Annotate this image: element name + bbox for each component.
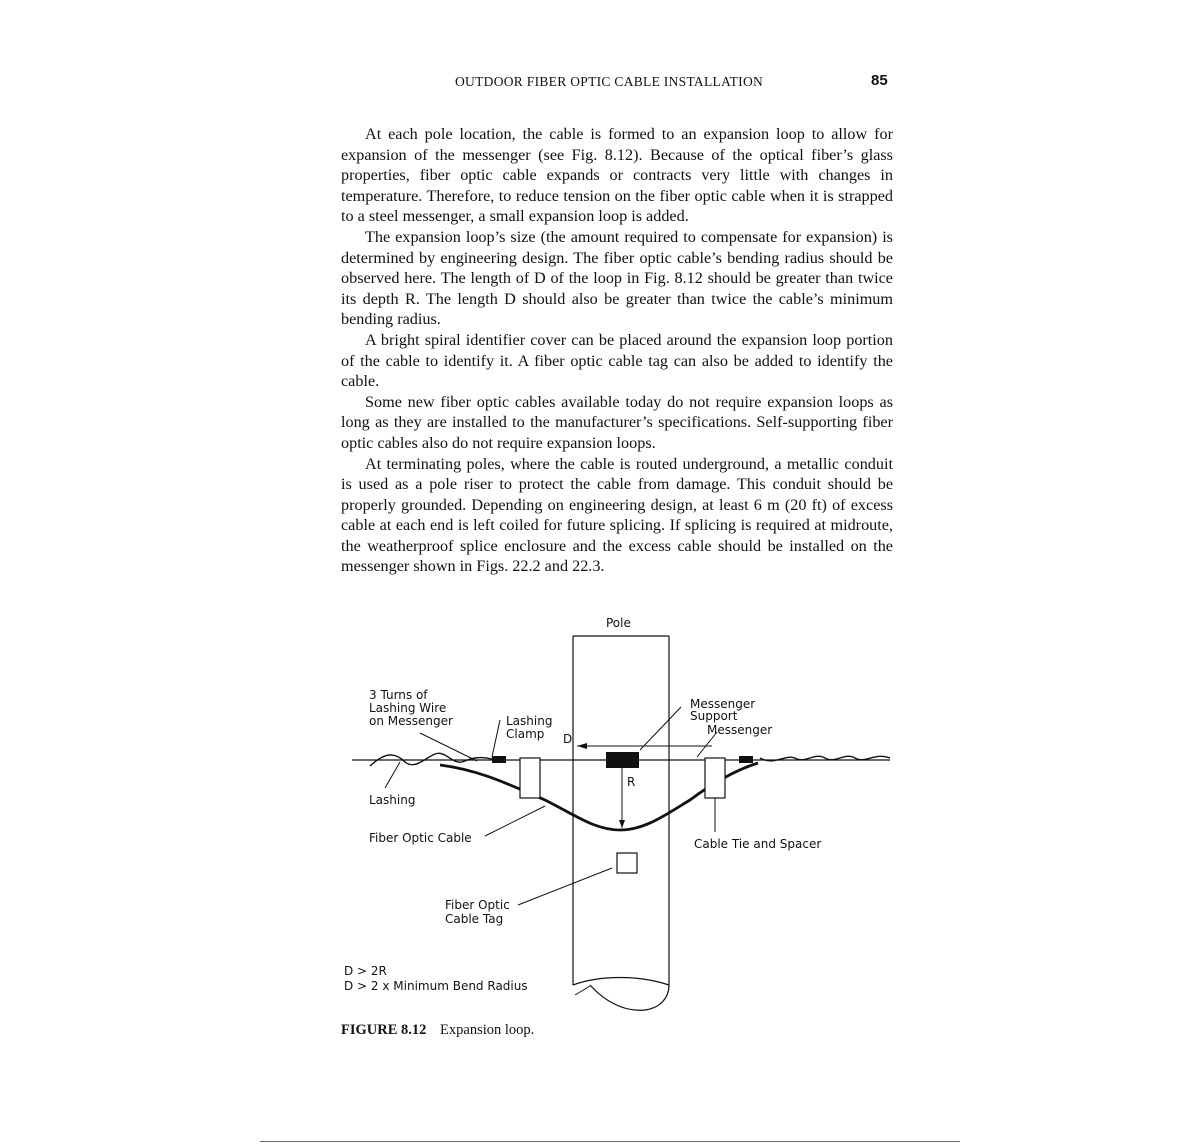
dimension-r-arrowhead bbox=[619, 820, 625, 828]
label-pole: Pole bbox=[606, 616, 631, 630]
label-r: R bbox=[627, 775, 636, 789]
cable-tie-spacer-right bbox=[705, 758, 725, 798]
label-lashing: Lashing bbox=[369, 793, 416, 807]
messenger-support bbox=[606, 752, 639, 768]
label-clamp-2: Clamp bbox=[506, 727, 545, 741]
leader-lines bbox=[385, 707, 717, 995]
lashing-clamp-right bbox=[739, 756, 753, 763]
label-turns-2: Lashing Wire bbox=[369, 701, 447, 715]
label-support-1: Messenger bbox=[690, 697, 756, 711]
paragraph: At terminating poles, where the cable is routed underground, a metallic conduit is used as a pole riser to protect the cable from damage. This conduit should be properly grounded. Depending on engineering design, at least 6 m (20 ft) of excess cable at each end is left coiled for future splicing. If splicing is required at midroute, the weatherproof splice enclosure and the excess cable should be installed on the messenger shown in Figs. 22.2 and 22.3. bbox=[341, 454, 893, 576]
running-head: OUTDOOR FIBER OPTIC CABLE INSTALLATION bbox=[455, 74, 764, 89]
paragraph: Some new fiber optic cables available today do not require expansion loops as long as they are installed to the manufacturer’s specifications. Self-supporting fiber optic cables also do not require expansion loops. bbox=[341, 392, 893, 452]
cable-tag bbox=[617, 853, 637, 873]
label-rule-1: D > 2R bbox=[344, 964, 387, 978]
paragraph: The expansion loop’s size (the amount required to compensate for expansion) is determined by engineering design. The fiber optic cable’s bending radius should be observed here. The length of D of the loop in Fig. 8.12 should be greater than twice its depth R. The length D should also be greater than twice the cable’s minimum bending radius. bbox=[341, 227, 893, 329]
label-rule-2: D > 2 x Minimum Bend Radius bbox=[344, 979, 528, 993]
label-cable-tie: Cable Tie and Spacer bbox=[694, 837, 822, 851]
caption-text: Expansion loop. bbox=[440, 1022, 535, 1038]
label-support-2: Support bbox=[690, 709, 738, 723]
paragraph: At each pole location, the cable is formed to an expansion loop to allow for expansion of the messenger (see Fig. 8.12). Because of the optical fiber’s glass properties, fiber optic cable expands or contracts very little with changes in temperature. Therefore, to reduce tension on the fiber optic cable when it is strapped to a steel messenger, a small expansion loop is added. bbox=[341, 125, 893, 226]
label-d: D bbox=[563, 732, 573, 746]
caption-number: FIGURE 8.12 bbox=[341, 1022, 427, 1038]
label-clamp-1: Lashing bbox=[506, 714, 553, 728]
lashing-clamp-left bbox=[492, 756, 506, 763]
label-tag-2: Cable Tag bbox=[445, 912, 504, 926]
label-messenger: Messenger bbox=[707, 723, 773, 737]
paragraph: A bright spiral identifier cover can be placed around the expansion loop portion of the cable to identify it. A fiber optic cable tag can also be added to identify the cable. bbox=[341, 330, 893, 391]
page-number: 85 bbox=[871, 72, 888, 89]
label-tag-1: Fiber Optic bbox=[445, 898, 510, 912]
figure-caption bbox=[341, 1022, 534, 1039]
footer-rule bbox=[260, 1141, 960, 1142]
cable-tie-spacer-left bbox=[520, 758, 540, 798]
label-turns-3: on Messenger bbox=[369, 714, 453, 728]
dimension-d-arrowhead bbox=[577, 743, 587, 749]
label-fiber-cable: Fiber Optic Cable bbox=[369, 831, 472, 845]
label-turns-1: 3 Turns of bbox=[369, 688, 428, 702]
